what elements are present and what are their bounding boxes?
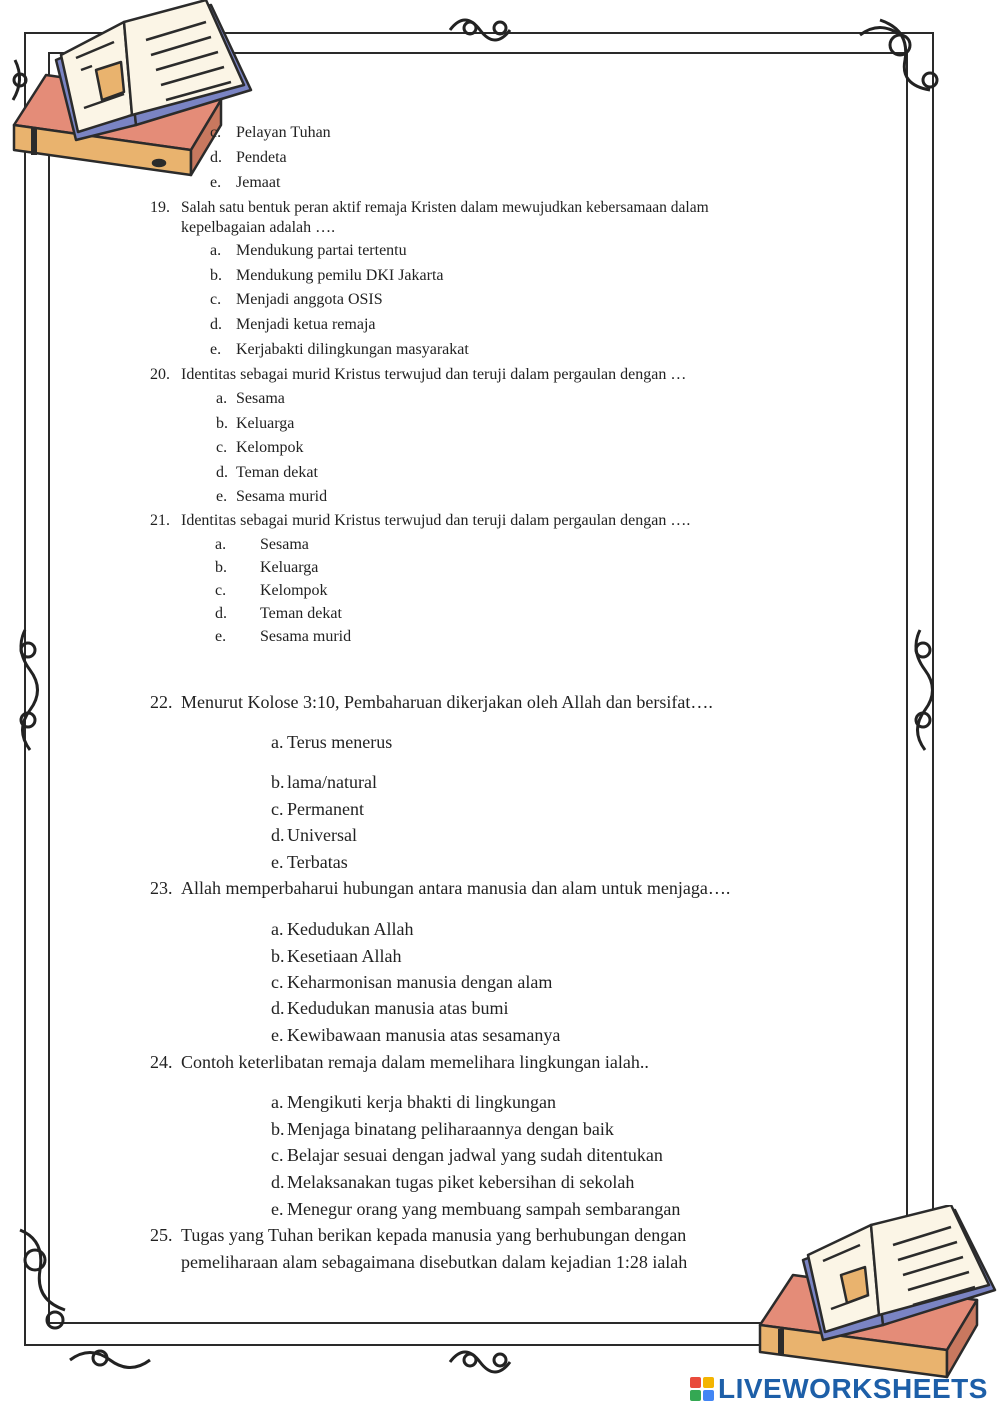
option-letter: c. bbox=[271, 972, 284, 992]
option-letter: c. bbox=[210, 291, 222, 308]
liveworksheets-logo[interactable] bbox=[690, 1374, 988, 1404]
option-letter: a. bbox=[216, 390, 228, 407]
question-number: 20. bbox=[150, 366, 170, 383]
option-text: Permanent bbox=[287, 799, 364, 819]
option-text: Pelayan Tuhan bbox=[236, 124, 331, 141]
option-text: Kedudukan Allah bbox=[287, 919, 414, 939]
option-text: Sesama murid bbox=[260, 628, 352, 645]
question-text: Tugas yang Tuhan berikan kepada manusia yang berhubungan dengan bbox=[181, 1225, 687, 1245]
option-text: Kelompok bbox=[260, 582, 328, 599]
logo-icon bbox=[690, 1377, 714, 1401]
question-text: pemeliharaan alam sebagaimana disebutkan dalam kejadian 1:28 ialah bbox=[181, 1252, 688, 1272]
option-text: Terus menerus bbox=[287, 732, 393, 752]
option-text: Menjadi ketua remaja bbox=[236, 316, 376, 333]
option-text: Jemaat bbox=[236, 174, 281, 191]
option-letter: a. bbox=[271, 919, 284, 939]
option-letter: a. bbox=[215, 536, 227, 553]
option-text: Teman dekat bbox=[236, 464, 318, 481]
option-letter: e. bbox=[216, 488, 228, 505]
option-text: Mendukung pemilu DKI Jakarta bbox=[236, 267, 444, 284]
question-number: 23. bbox=[150, 878, 173, 898]
question-number: 22. bbox=[150, 692, 173, 712]
option-text: Menjadi anggota OSIS bbox=[236, 291, 383, 308]
option-letter: c. bbox=[210, 124, 222, 141]
option-text: lama/natural bbox=[287, 772, 377, 792]
option-letter: b. bbox=[271, 1119, 285, 1139]
question-text: Menurut Kolose 3:10, Pembaharuan dikerjakan oleh Allah dan bersifat…. bbox=[181, 692, 713, 712]
option-text: Kelompok bbox=[236, 439, 304, 456]
option-text: Belajar sesuai dengan jadwal yang sudah ditentukan bbox=[287, 1145, 663, 1165]
logo-text: LIVEWORKSHEETS bbox=[718, 1373, 988, 1404]
option-letter: c. bbox=[271, 799, 284, 819]
option-letter: c. bbox=[216, 439, 228, 456]
option-text: Keluarga bbox=[236, 415, 295, 432]
question-text: Identitas sebagai murid Kristus terwujud dan teruji dalam pergaulan dengan …. bbox=[181, 512, 691, 529]
option-letter: a. bbox=[210, 242, 222, 259]
option-letter: d. bbox=[216, 464, 228, 481]
option-letter: b. bbox=[271, 772, 285, 792]
open-book-icon bbox=[755, 1205, 999, 1385]
option-text: Keluarga bbox=[260, 559, 319, 576]
option-letter: e. bbox=[271, 852, 284, 872]
option-text: Sesama bbox=[236, 390, 285, 407]
option-letter: d. bbox=[210, 149, 222, 166]
question-text: Contoh keterlibatan remaja dalam memelihara lingkungan ialah.. bbox=[181, 1052, 649, 1072]
option-letter: a. bbox=[271, 732, 284, 752]
option-letter: d. bbox=[215, 605, 227, 622]
option-text: Terbatas bbox=[287, 852, 348, 872]
option-letter: c. bbox=[271, 1145, 284, 1165]
option-text: Kerjabakti dilingkungan masyarakat bbox=[236, 341, 469, 358]
option-text: Pendeta bbox=[236, 149, 287, 166]
option-letter: e. bbox=[210, 341, 222, 358]
question-number: 24. bbox=[150, 1052, 173, 1072]
option-text: Mendukung partai tertentu bbox=[236, 242, 407, 259]
option-letter: b. bbox=[216, 415, 228, 432]
option-letter: e. bbox=[271, 1025, 284, 1045]
option-text: Keharmonisan manusia dengan alam bbox=[287, 972, 553, 992]
question-text: kepelbagaian adalah …. bbox=[181, 219, 336, 236]
option-letter: e. bbox=[210, 174, 222, 191]
option-text: Kedudukan manusia atas bumi bbox=[287, 998, 509, 1018]
option-letter: b. bbox=[210, 267, 222, 284]
question-text: Allah memperbaharui hubungan antara manusia dan alam untuk menjaga…. bbox=[181, 878, 731, 898]
option-text: Mengikuti kerja bhakti di lingkungan bbox=[287, 1092, 556, 1112]
option-letter: b. bbox=[215, 559, 227, 576]
option-letter: d. bbox=[271, 825, 285, 845]
option-text: Universal bbox=[287, 825, 357, 845]
option-text: Teman dekat bbox=[260, 605, 342, 622]
option-letter: e. bbox=[271, 1199, 284, 1219]
option-text: Kewibawaan manusia atas sesamanya bbox=[287, 1025, 561, 1045]
option-letter: d. bbox=[271, 998, 285, 1018]
option-text: Kesetiaan Allah bbox=[287, 946, 402, 966]
option-letter: d. bbox=[271, 1172, 285, 1192]
question-number: 21. bbox=[150, 512, 170, 529]
option-text: Menjaga binatang peliharaannya dengan baik bbox=[287, 1119, 614, 1139]
question-text: Identitas sebagai murid Kristus terwujud dan teruji dalam pergaulan dengan … bbox=[181, 366, 687, 383]
question-text: Salah satu bentuk peran aktif remaja Kristen dalam mewujudkan kebersamaan dalam bbox=[181, 199, 709, 216]
option-text: Sesama murid bbox=[236, 488, 328, 505]
question-number: 25. bbox=[150, 1225, 173, 1245]
option-letter: b. bbox=[271, 946, 285, 966]
question-number: 19. bbox=[150, 199, 170, 216]
option-text: Melaksanakan tugas piket kebersihan di sekolah bbox=[287, 1172, 635, 1192]
option-letter: c. bbox=[215, 582, 227, 599]
option-letter: a. bbox=[271, 1092, 284, 1112]
option-text: Menegur orang yang membuang sampah sembarangan bbox=[287, 1199, 681, 1219]
option-text: Sesama bbox=[260, 536, 309, 553]
option-letter: e. bbox=[215, 628, 227, 645]
option-letter: d. bbox=[210, 316, 222, 333]
